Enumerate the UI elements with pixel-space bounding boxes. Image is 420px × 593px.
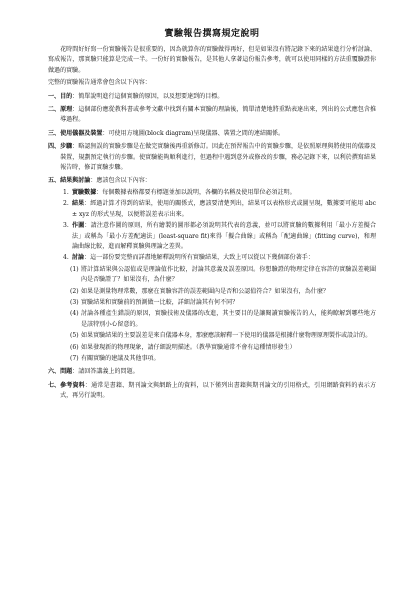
- section-results: [48, 176, 376, 186]
- point-text: 實驗結果和實驗前的預測做一比較，詳細討論其有何不同？: [81, 298, 239, 306]
- section-principle: [48, 105, 376, 126]
- item-number: 3.: [63, 222, 69, 230]
- item-text: ：經過計算才得到的結果，使用的關係式，應該要清楚列出，結果可以表格形式或圖呈現，數據要可能用 abc ± xyz 的形式呈現，以便將誤差表示出來。: [72, 200, 377, 218]
- section-number: 五、: [48, 177, 61, 185]
- point-text: 將計算結果與公認值或是理論值作比較，討論其意義及誤差原因。你想驗證的物理定律在容許的實驗誤差範圍內是否驗證了？如果沒有，為什麼？: [81, 265, 376, 284]
- intro-paragraph: 花時間好好寫一份實驗報告是很重要的，因為就算你的實驗做得再好，但是如果沒有將記錄下來的結果進行分析討論、寫成報告，那實驗只能算是完成一半。一份好的實驗報告，是其他人拿著這份報告參考，就可以使用同樣的方法重覆驗證你做過的實驗。: [48, 46, 376, 74]
- section-label: 目的: [60, 92, 73, 100]
- section-label: 原理: [60, 106, 73, 114]
- section-label: 問題: [60, 368, 73, 376]
- item-label: 討論: [72, 254, 85, 262]
- item-number: 2.: [63, 200, 69, 208]
- point-text: 有關實驗的建議及其他事項。: [81, 354, 160, 362]
- section-number: 四、: [48, 143, 61, 151]
- section-number: 六、: [48, 368, 61, 376]
- point-number: (4): [70, 310, 79, 318]
- point-number: (2): [70, 287, 79, 295]
- discussion-point: [70, 354, 376, 364]
- section-text: ：可使用方塊圖(block diagram)呈現儀器、裝置之間的連結關係。: [102, 129, 285, 137]
- section-label: 結果與討論: [60, 177, 91, 185]
- point-number: (5): [70, 332, 79, 340]
- section-number: 一、: [48, 92, 61, 100]
- section-label: 步驟: [60, 143, 73, 151]
- point-text: 討論各種產生錯誤的原因，實驗技術及儀器的改進，其主要目的是讓閱讀實驗報告的人，能夠瞭解到哪些地方是該特別小心留意的。: [81, 310, 376, 328]
- results-item-discussion: [63, 253, 376, 263]
- section-number: 二、: [48, 106, 61, 114]
- section-number: 七、: [48, 381, 61, 389]
- section-procedure: [48, 142, 376, 173]
- section-text: ：應該包含以下內容：: [90, 177, 151, 185]
- section-number: 三、: [48, 129, 61, 137]
- point-number: (6): [70, 343, 79, 351]
- point-number: (3): [70, 298, 79, 306]
- section-questions: [48, 367, 376, 377]
- section-label: 使用儀器及裝置: [60, 129, 103, 137]
- item-number: 1.: [63, 188, 69, 196]
- discussion-point: [70, 265, 376, 286]
- item-label: 結果: [72, 200, 85, 208]
- section-text: ：這個部份應從教科書或參考文獻中找到有關本實驗的理論後，簡單清楚地將重點表達出來，列出的公式應包含推導過程。: [60, 106, 376, 124]
- results-item-plotting: [63, 221, 376, 252]
- item-text: ：請注意作圖的原則，所有繪製的圖形都必須說明其代表的意義，並可以將實驗的數據利用「最小方差擬合法」或稱為「最小方差配適法」(least-square fit)來得「擬合曲線」或稱為「配適曲線」(fitting curve)，和理論曲線比較，進而解釋實驗與理論之差異。: [72, 222, 377, 250]
- point-text: 如果發現新的物理現象，請仔細說明描述。（教學實驗通常不會有這種情形發生）: [81, 343, 296, 351]
- section-text: ：請回答講義上的問題。: [72, 368, 139, 376]
- point-text: 如果是測量物理常數，那麼在實驗容許的誤差範圍內是否和公認值符合？如果沒有，為什麼？: [81, 287, 329, 295]
- contents-lead: 完整的實驗報告通常會包含以下內容：: [48, 79, 151, 87]
- section-text: ：簡單說明進行這個實驗的原因，以及想要達到的目標。: [72, 92, 224, 100]
- section-equipment: [48, 129, 376, 139]
- discussion-point: [70, 331, 376, 341]
- section-text: ：通常是書籍、期刊論文與網路上的資料，以下僅列出書籍與期刊論文的引用格式，引用網路資料的表示方式，再另行說明。: [60, 381, 377, 400]
- discussion-point: [70, 343, 376, 353]
- item-label: 實驗數據: [72, 188, 97, 196]
- point-number: (7): [70, 354, 79, 362]
- item-number: 4.: [63, 254, 69, 262]
- discussion-point: [70, 298, 376, 308]
- item-text: ：這一部份要完整而詳盡地解釋說明所有實驗結果，大致上可以從以下幾個部份著手：: [84, 254, 314, 262]
- point-number: (1): [70, 265, 79, 273]
- document-title: 實驗報告撰寫規定說明: [164, 29, 260, 39]
- section-label: 參考資料: [60, 381, 85, 389]
- results-item-data: [63, 188, 376, 198]
- discussion-point: [70, 309, 376, 330]
- section-text: ：略認無誤的實驗步驟是在做完實驗後再重新修訂。因此在預習報告中的實驗步驟，是依照原理與將使用的儀器及裝置，規劃預定執行的步驟。使實驗能夠順利進行，但過程中遇到意外或修改的步驟，務必記錄下來，以利於撰寫結果報告時，修訂實驗步驟。: [60, 143, 376, 172]
- section-purpose: [48, 92, 376, 102]
- results-item-outcome: [63, 199, 376, 220]
- item-text: ：每個數據表格都要有標題並加以說明，各欄的名稱及使用單位必須註明。: [96, 188, 296, 196]
- item-label: 作圖: [72, 222, 85, 230]
- section-references: [48, 381, 376, 402]
- point-text: 如果實驗結果的主要誤差是來自儀器本身，那麼應該解釋一下使用的儀器是根據什麼物理原理製作或設計的。: [81, 332, 372, 340]
- discussion-point: [70, 287, 376, 297]
